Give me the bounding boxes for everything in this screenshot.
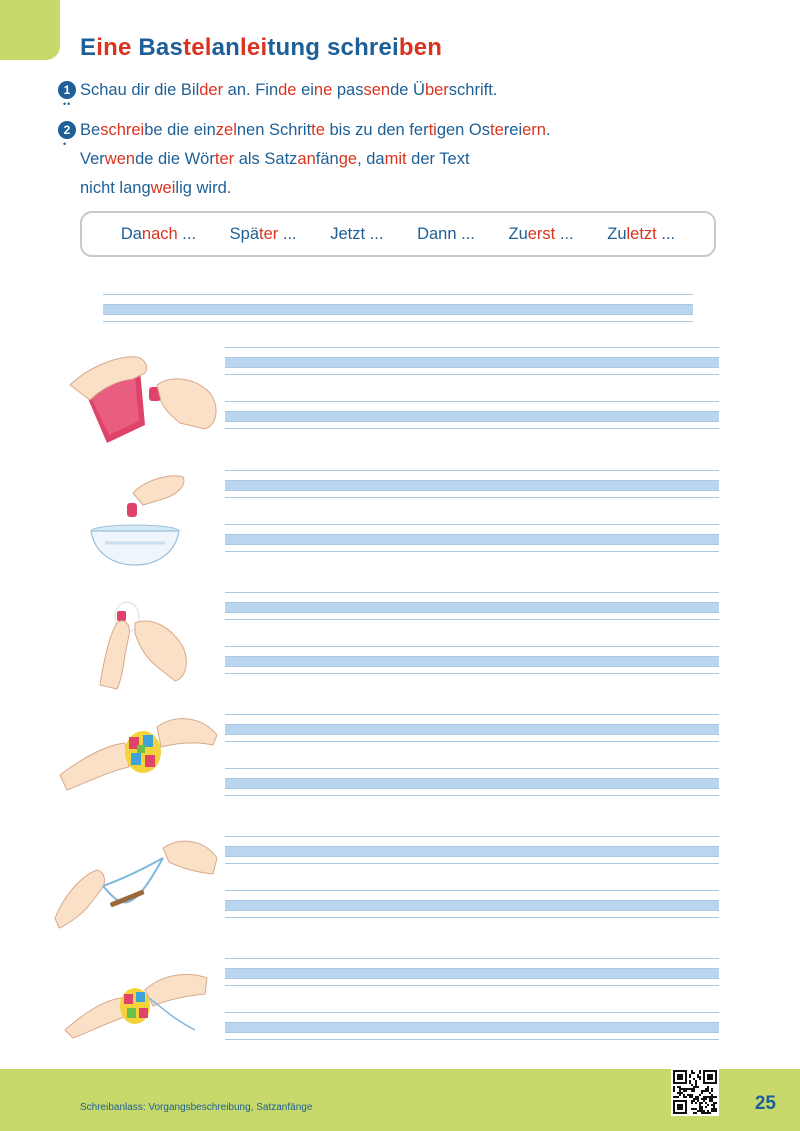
syllable: Jetzt ...	[330, 224, 384, 243]
task-number-badge: 2	[58, 121, 76, 139]
writing-line[interactable]	[225, 836, 719, 864]
task-2-text	[80, 116, 551, 203]
sentence-starter	[330, 225, 383, 244]
writing-line[interactable]	[225, 768, 719, 796]
task-2	[58, 116, 551, 203]
syllable: gen Os	[436, 121, 491, 139]
syllable-highlight: ern	[522, 121, 546, 139]
sentence-starter	[607, 225, 675, 244]
task-line	[80, 174, 551, 203]
syllable: pas	[332, 81, 364, 99]
syllable-highlight: lei	[240, 34, 268, 61]
syllable: Ver	[80, 150, 105, 168]
writing-line[interactable]	[225, 1012, 719, 1040]
syllable: Spä	[229, 224, 260, 243]
syllable-highlight: der	[199, 81, 224, 99]
task-line	[80, 116, 551, 145]
syllable: ...	[555, 224, 574, 243]
syllable: tung schrei	[267, 34, 399, 61]
syllable: Zu	[607, 224, 627, 243]
syllable: ...	[278, 224, 297, 243]
writing-line[interactable]	[225, 714, 719, 742]
qr-code-icon[interactable]	[671, 1068, 719, 1116]
syllable-highlight: ben	[398, 34, 443, 61]
writing-line[interactable]	[225, 592, 719, 620]
syllable: , da	[357, 150, 385, 168]
title-writing-line[interactable]	[103, 294, 693, 322]
syllable: be die ein	[144, 121, 216, 139]
syllable: ei	[296, 81, 314, 99]
syllable: lig wird.	[175, 179, 232, 197]
syllable: nen Schrit	[236, 121, 312, 139]
writing-line[interactable]	[225, 401, 719, 429]
syllable: Bas	[131, 34, 183, 61]
syllable-highlight: sen	[363, 81, 391, 99]
task-line	[80, 76, 497, 105]
syllable-highlight: tel	[183, 34, 212, 61]
task-line	[80, 145, 551, 174]
syllable: de Ü	[390, 81, 425, 99]
syllable: der Text	[406, 150, 470, 168]
page-number: 25	[754, 1093, 776, 1114]
syllable: fän	[315, 150, 339, 168]
syllable: de die Wör	[135, 150, 215, 168]
syllable-highlight: de	[278, 81, 297, 99]
syllable-highlight: ine	[96, 34, 132, 61]
sentence-starter	[121, 225, 196, 244]
sentence-starter-box	[80, 211, 716, 257]
dots-icon: ••	[63, 99, 72, 109]
syllable: ...	[177, 224, 197, 243]
syllable: rei	[503, 121, 523, 139]
sentence-starter	[230, 225, 297, 244]
syllable-highlight: te	[311, 121, 325, 139]
writing-line[interactable]	[225, 890, 719, 918]
syllable: ...	[656, 224, 676, 243]
sentence-starter	[508, 225, 573, 244]
corner-tab	[0, 0, 60, 60]
dots-icon: •	[63, 139, 68, 149]
syllable-highlight: ter	[214, 150, 235, 168]
task-1-text	[80, 76, 497, 105]
syllable-highlight: wei	[150, 179, 176, 197]
syllable-highlight: ber	[424, 81, 449, 99]
syllable-highlight: ne	[313, 81, 333, 99]
footer-text: Schreibanlass: Vorgangsbeschreibung, Satzanfänge	[80, 1102, 313, 1113]
syllable: schrift.	[448, 81, 498, 99]
syllable: an. Fin	[223, 81, 279, 99]
syllable-highlight: ter	[259, 224, 279, 243]
syllable: Schau dir die Bil	[80, 81, 200, 99]
syllable-highlight: zel	[215, 121, 237, 139]
writing-line[interactable]	[225, 470, 719, 498]
syllable-highlight: an	[297, 150, 316, 168]
syllable: Be	[80, 121, 101, 139]
syllable-highlight: ti	[428, 121, 437, 139]
syllable: Zu	[508, 224, 528, 243]
step-6-illustration	[45, 950, 220, 1060]
writing-line[interactable]	[225, 347, 719, 375]
task-number-badge: 1	[58, 81, 76, 99]
syllable-highlight: letzt	[626, 224, 657, 243]
syllable: Dann ...	[417, 224, 475, 243]
syllable-highlight: wen	[104, 150, 136, 168]
syllable: an	[211, 34, 241, 61]
writing-line[interactable]	[225, 958, 719, 986]
syllable: als Satz	[234, 150, 298, 168]
syllable: nicht lang	[80, 179, 151, 197]
syllable: bis zu den fer	[324, 121, 429, 139]
syllable-highlight: te	[490, 121, 504, 139]
syllable-highlight: erst	[527, 224, 556, 243]
syllable: .	[545, 121, 551, 139]
writing-line[interactable]	[225, 524, 719, 552]
syllable-highlight: schrei	[100, 121, 145, 139]
syllable: Da	[120, 224, 142, 243]
writing-line[interactable]	[225, 646, 719, 674]
syllable-highlight: mit	[384, 150, 407, 168]
step-5-illustration	[45, 828, 220, 938]
page-title	[80, 34, 442, 62]
syllable-highlight: nach	[141, 224, 178, 243]
step-2-illustration	[45, 465, 220, 575]
step-1-illustration	[45, 345, 220, 455]
syllable-highlight: ge	[338, 150, 358, 168]
sentence-starter	[417, 225, 475, 244]
task-1	[58, 76, 498, 109]
syllable: E	[80, 34, 97, 61]
step-3-illustration	[45, 585, 220, 695]
step-4-illustration	[45, 705, 220, 815]
